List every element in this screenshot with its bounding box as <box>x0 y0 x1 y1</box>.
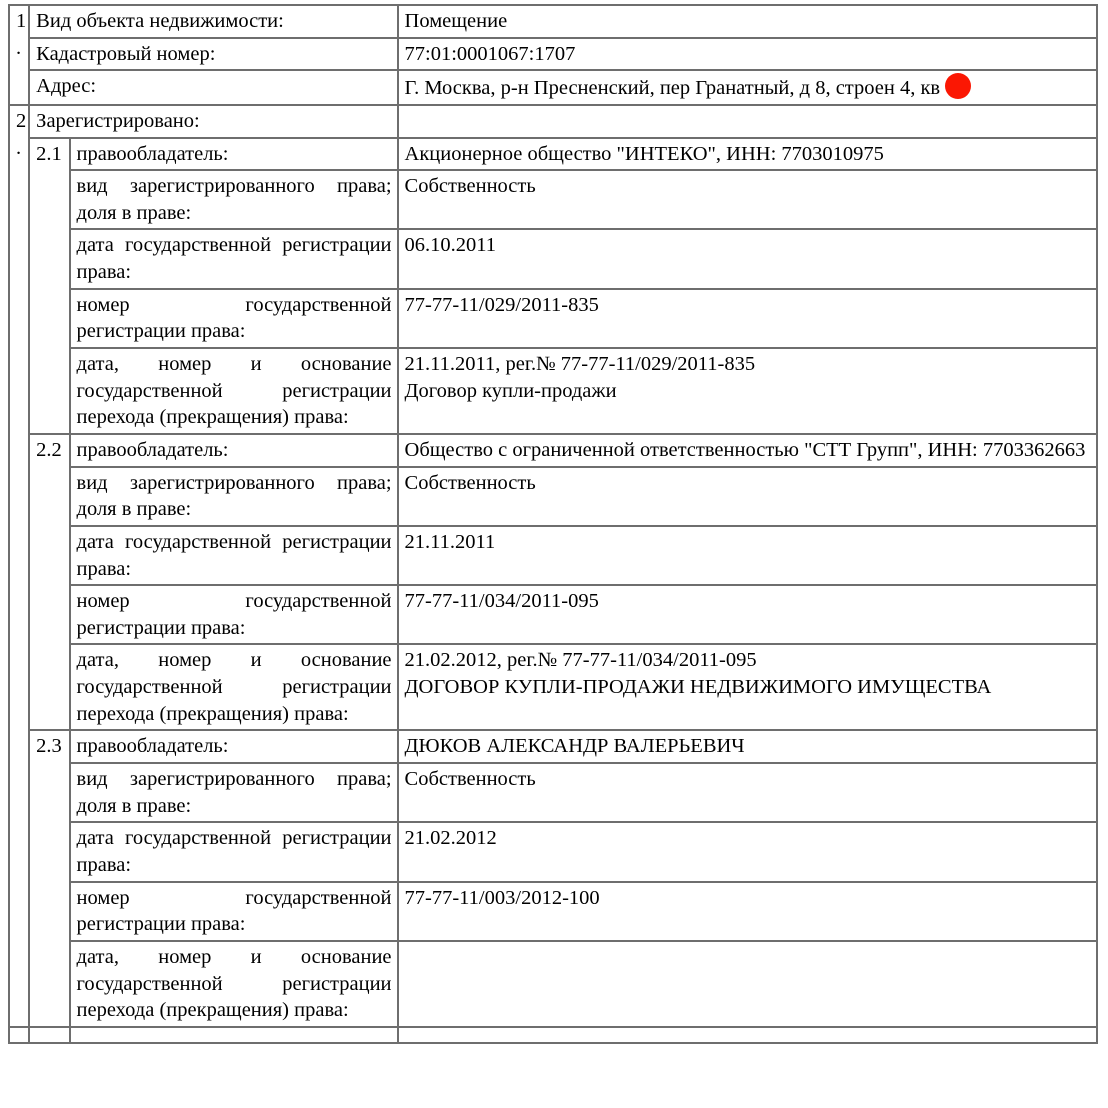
table-row <box>9 170 1097 229</box>
entry-index-2-2: 2.2 <box>29 434 69 730</box>
label-transfer-2-3: дата, номер и основание государственной регистрации перехода (прекращения) права: <box>70 941 398 1027</box>
value-transfer-2-2 <box>398 644 1097 730</box>
table-row <box>9 38 1097 71</box>
value-reg-date-2-1: 06.10.2011 <box>398 229 1097 288</box>
label-reg-number-2-2: номер государственной регистрации права: <box>70 585 398 644</box>
value-reg-number-2-1: 77-77-11/029/2011-835 <box>398 289 1097 348</box>
value-reg-date-2-2: 21.11.2011 <box>398 526 1097 585</box>
label-reg-date-2-2: дата государственной регистрации права: <box>70 526 398 585</box>
address-text: Г. Москва, р-н Пресненский, пер Гранатный, д 8, строен 4, кв <box>404 77 941 100</box>
section-1-number: 1. <box>9 5 29 105</box>
section-2-number: 2. <box>9 105 29 1027</box>
table-row <box>9 644 1097 730</box>
table-row <box>9 467 1097 526</box>
label-transfer-2-1: дата, номер и основание государственной регистрации перехода (прекращения) права: <box>70 348 398 434</box>
label-holder-2-1: правообладатель: <box>70 138 398 171</box>
row-value-cadastral-number: 77:01:0001067:1707 <box>398 38 1097 71</box>
label-holder-2-2: правообладатель: <box>70 434 398 467</box>
value-right-type-2-3: Собственность <box>398 763 1097 822</box>
entry-index-2-3: 2.3 <box>29 730 69 1026</box>
clipped-cell-sub <box>29 1027 69 1043</box>
section-2-title: Зарегистрировано: <box>29 105 397 138</box>
table-row <box>9 348 1097 434</box>
table-row <box>9 70 1097 105</box>
transfer-line-1: 21.02.2012, рег.№ 77-77-11/034/2011-095 <box>404 649 757 672</box>
row-label-cadastral-number: Кадастровый номер: <box>29 38 397 71</box>
table-row <box>9 882 1097 941</box>
egrn-extract-table <box>8 4 1098 1044</box>
label-reg-number-2-3: номер государственной регистрации права: <box>70 882 398 941</box>
table-row <box>9 105 1097 138</box>
clipped-cell-num <box>9 1027 29 1043</box>
label-reg-number-2-1: номер государственной регистрации права: <box>70 289 398 348</box>
row-label-object-type: Вид объекта недвижимости: <box>29 5 397 38</box>
section-2-title-value <box>398 105 1097 138</box>
label-reg-date-2-3: дата государственной регистрации права: <box>70 822 398 881</box>
value-reg-number-2-2: 77-77-11/034/2011-095 <box>398 585 1097 644</box>
label-holder-2-3: правообладатель: <box>70 730 398 763</box>
value-reg-number-2-3: 77-77-11/003/2012-100 <box>398 882 1097 941</box>
table-row <box>9 730 1097 763</box>
label-right-type-2-2: вид зарегистрированного права; доля в праве: <box>70 467 398 526</box>
row-value-object-type: Помещение <box>398 5 1097 38</box>
table-row <box>9 5 1097 38</box>
clipped-cell-label <box>70 1027 398 1043</box>
label-reg-date-2-1: дата государственной регистрации права: <box>70 229 398 288</box>
label-right-type-2-1: вид зарегистрированного права; доля в праве: <box>70 170 398 229</box>
redaction-dot-icon <box>945 73 971 99</box>
value-transfer-2-1 <box>398 348 1097 434</box>
table-row <box>9 763 1097 822</box>
entry-index-2-1: 2.1 <box>29 138 69 434</box>
table-row <box>9 822 1097 881</box>
table-row <box>9 289 1097 348</box>
row-label-address: Адрес: <box>29 70 397 105</box>
value-right-type-2-1: Собственность <box>398 170 1097 229</box>
value-holder-2-2: Общество с ограниченной ответственностью "СТТ Групп", ИНН: 7703362663 <box>398 434 1097 467</box>
row-value-address <box>398 70 1097 105</box>
transfer-line-1: 21.11.2011, рег.№ 77-77-11/029/2011-835 <box>404 353 756 376</box>
table-body <box>9 5 1097 1043</box>
transfer-line-2: Договор купли-продажи <box>404 379 617 402</box>
label-right-type-2-3: вид зарегистрированного права; доля в праве: <box>70 763 398 822</box>
table-row <box>9 941 1097 1027</box>
value-transfer-2-3 <box>398 941 1097 1027</box>
clipped-cell-value <box>398 1027 1097 1043</box>
table-row <box>9 585 1097 644</box>
value-holder-2-1: Акционерное общество "ИНТЕКО", ИНН: 7703010975 <box>398 138 1097 171</box>
value-reg-date-2-3: 21.02.2012 <box>398 822 1097 881</box>
table-row <box>9 434 1097 467</box>
label-transfer-2-2: дата, номер и основание государственной регистрации перехода (прекращения) права: <box>70 644 398 730</box>
transfer-line-2: ДОГОВОР КУПЛИ-ПРОДАЖИ НЕДВИЖИМОГО ИМУЩЕСТВА <box>404 676 992 699</box>
table-row <box>9 526 1097 585</box>
table-row-clipped <box>9 1027 1097 1043</box>
value-right-type-2-2: Собственность <box>398 467 1097 526</box>
table-row <box>9 229 1097 288</box>
table-row <box>9 138 1097 171</box>
value-holder-2-3: ДЮКОВ АЛЕКСАНДР ВАЛЕРЬЕВИЧ <box>398 730 1097 763</box>
